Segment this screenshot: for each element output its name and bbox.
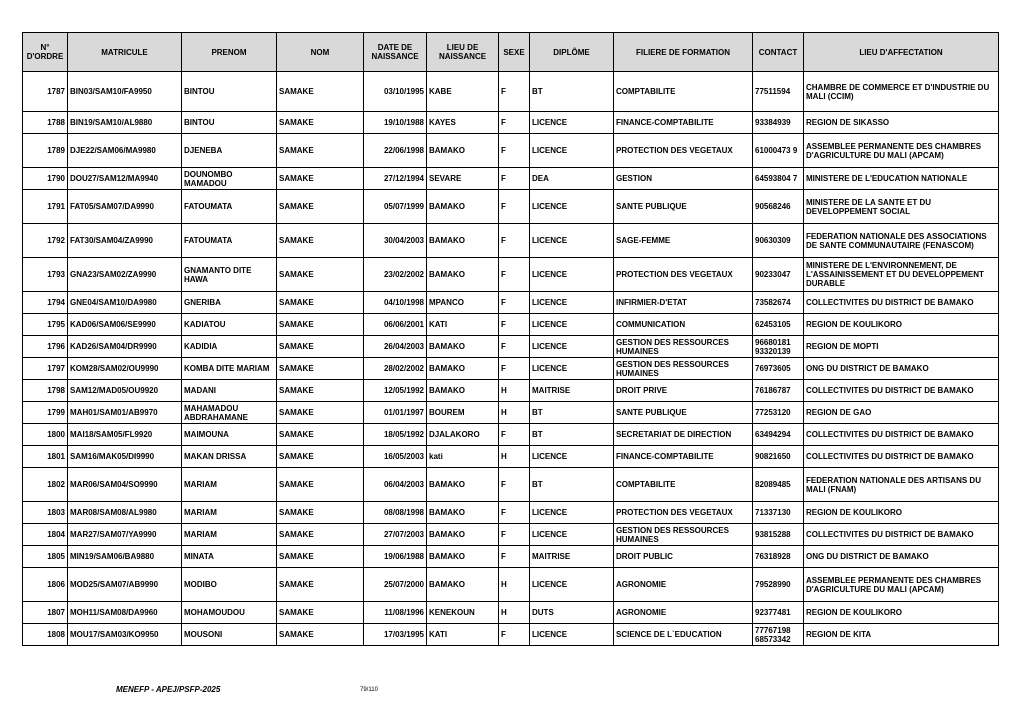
cell-filiere: GESTION DES RESSOURCES HUMAINES — [614, 336, 753, 358]
cell-diplome: LICENCE — [530, 446, 614, 468]
cell-prenom: GNERIBA — [182, 292, 277, 314]
cell-date-naissance: 19/10/1988 — [364, 112, 427, 134]
cell-lieu-naissance: KATI — [427, 314, 499, 336]
cell-date-naissance: 18/05/1992 — [364, 424, 427, 446]
cell-lieu-affectation: COLLECTIVITES DU DISTRICT DE BAMAKO — [804, 446, 999, 468]
cell-matricule: SAM12/MAD05/OU9920 — [68, 380, 182, 402]
cell-filiere: GESTION — [614, 168, 753, 190]
cell-filiere: COMPTABILITE — [614, 468, 753, 502]
cell-order: 1801 — [23, 446, 68, 468]
cell-contact: 77253120 — [753, 402, 804, 424]
cell-lieu-affectation: MINISTERE DE L'ENVIRONNEMENT, DE L'ASSAINISSEMENT ET DU DEVELOPPEMENT DURABLE — [804, 258, 999, 292]
cell-diplome: LICENCE — [530, 134, 614, 168]
cell-contact: 62453105 — [753, 314, 804, 336]
cell-lieu-affectation: FEDERATION NATIONALE DES ASSOCIATIONS DE SANTE COMMUNAUTAIRE (FENASCOM) — [804, 224, 999, 258]
cell-nom: SAMAKE — [277, 168, 364, 190]
cell-order: 1793 — [23, 258, 68, 292]
cell-matricule: BIN19/SAM10/AL9880 — [68, 112, 182, 134]
cell-sexe: F — [499, 624, 530, 646]
cell-sexe: F — [499, 468, 530, 502]
cell-nom: SAMAKE — [277, 258, 364, 292]
cell-lieu-naissance: kati — [427, 446, 499, 468]
header-nom: NOM — [277, 33, 364, 72]
table-row — [23, 624, 999, 646]
cell-date-naissance: 17/03/1995 — [364, 624, 427, 646]
cell-matricule: MAR27/SAM07/YA9990 — [68, 524, 182, 546]
cell-sexe: F — [499, 358, 530, 380]
cell-matricule: KOM28/SAM02/OU9990 — [68, 358, 182, 380]
cell-date-naissance: 11/08/1996 — [364, 602, 427, 624]
cell-prenom: MOHAMOUDOU — [182, 602, 277, 624]
cell-matricule: BIN03/SAM10/FA9950 — [68, 72, 182, 112]
cell-date-naissance: 19/06/1988 — [364, 546, 427, 568]
cell-filiere: INFIRMIER-D'ETAT — [614, 292, 753, 314]
cell-contact: 73582674 — [753, 292, 804, 314]
cell-lieu-affectation: COLLECTIVITES DU DISTRICT DE BAMAKO — [804, 380, 999, 402]
cell-lieu-affectation: ONG DU DISTRICT DE BAMAKO — [804, 546, 999, 568]
cell-order: 1805 — [23, 546, 68, 568]
cell-diplome: LICENCE — [530, 524, 614, 546]
cell-lieu-naissance: BAMAKO — [427, 568, 499, 602]
cell-lieu-affectation: REGION DE KOULIKORO — [804, 602, 999, 624]
cell-sexe: H — [499, 602, 530, 624]
cell-prenom: MAHAMADOU ABDRAHAMANE — [182, 402, 277, 424]
cell-diplome: LICENCE — [530, 258, 614, 292]
cell-diplome: LICENCE — [530, 224, 614, 258]
cell-filiere: PROTECTION DES VEGETAUX — [614, 134, 753, 168]
cell-sexe: F — [499, 314, 530, 336]
cell-date-naissance: 08/08/1998 — [364, 502, 427, 524]
cell-nom: SAMAKE — [277, 546, 364, 568]
cell-contact: 61000473 9 — [753, 134, 804, 168]
cell-lieu-affectation: COLLECTIVITES DU DISTRICT DE BAMAKO — [804, 292, 999, 314]
cell-lieu-naissance: KABE — [427, 72, 499, 112]
cell-date-naissance: 16/05/2003 — [364, 446, 427, 468]
cell-matricule: MIN19/SAM06/BA9880 — [68, 546, 182, 568]
header-prenom: PRENOM — [182, 33, 277, 72]
cell-diplome: LICENCE — [530, 292, 614, 314]
cell-filiere: COMMUNICATION — [614, 314, 753, 336]
cell-contact: 90233047 — [753, 258, 804, 292]
table-row — [23, 446, 999, 468]
cell-filiere: DROIT PRIVE — [614, 380, 753, 402]
cell-sexe: H — [499, 568, 530, 602]
cell-sexe: F — [499, 112, 530, 134]
cell-date-naissance: 22/06/1998 — [364, 134, 427, 168]
cell-lieu-affectation: REGION DE MOPTI — [804, 336, 999, 358]
header-sexe: SEXE — [499, 33, 530, 72]
cell-nom: SAMAKE — [277, 358, 364, 380]
table-row — [23, 168, 999, 190]
cell-sexe: F — [499, 224, 530, 258]
cell-nom: SAMAKE — [277, 380, 364, 402]
cell-filiere: DROIT PUBLIC — [614, 546, 753, 568]
header-date-naissance: DATE DE NAISSANCE — [364, 33, 427, 72]
cell-nom: SAMAKE — [277, 468, 364, 502]
table-row — [23, 224, 999, 258]
cell-lieu-affectation: REGION DE KOULIKORO — [804, 502, 999, 524]
cell-matricule: FAT30/SAM04/ZA9990 — [68, 224, 182, 258]
cell-diplome: LICENCE — [530, 568, 614, 602]
cell-order: 1802 — [23, 468, 68, 502]
cell-matricule: FAT05/SAM07/DA9990 — [68, 190, 182, 224]
cell-filiere: FINANCE-COMPTABILITE — [614, 446, 753, 468]
cell-prenom: KOMBA DITE MARIAM — [182, 358, 277, 380]
cell-filiere: COMPTABILITE — [614, 72, 753, 112]
cell-matricule: MAI18/SAM05/FL9920 — [68, 424, 182, 446]
table-row — [23, 292, 999, 314]
cell-nom: SAMAKE — [277, 568, 364, 602]
header-contact: CONTACT — [753, 33, 804, 72]
table-row — [23, 258, 999, 292]
cell-filiere: AGRONOMIE — [614, 568, 753, 602]
cell-lieu-naissance: KENEKOUN — [427, 602, 499, 624]
table-row — [23, 602, 999, 624]
header-order: N° D'ORDRE — [23, 33, 68, 72]
cell-sexe: H — [499, 402, 530, 424]
cell-sexe: F — [499, 546, 530, 568]
cell-lieu-naissance: BAMAKO — [427, 502, 499, 524]
table-header-row — [23, 33, 999, 72]
cell-lieu-naissance: BAMAKO — [427, 258, 499, 292]
cell-prenom: KADIDIA — [182, 336, 277, 358]
cell-matricule: GNA23/SAM02/ZA9990 — [68, 258, 182, 292]
cell-nom: SAMAKE — [277, 446, 364, 468]
cell-nom: SAMAKE — [277, 424, 364, 446]
cell-order: 1788 — [23, 112, 68, 134]
table-row — [23, 424, 999, 446]
cell-matricule: KAD06/SAM06/SE9990 — [68, 314, 182, 336]
cell-diplome: LICENCE — [530, 190, 614, 224]
cell-filiere: PROTECTION DES VEGETAUX — [614, 502, 753, 524]
cell-date-naissance: 30/04/2003 — [364, 224, 427, 258]
header-lieu-affectation: LIEU D'AFFECTATION — [804, 33, 999, 72]
cell-contact: 90630309 — [753, 224, 804, 258]
table-row — [23, 358, 999, 380]
cell-filiere: GESTION DES RESSOURCES HUMAINES — [614, 358, 753, 380]
cell-prenom: MINATA — [182, 546, 277, 568]
header-matricule: MATRICULE — [68, 33, 182, 72]
cell-order: 1791 — [23, 190, 68, 224]
cell-date-naissance: 26/04/2003 — [364, 336, 427, 358]
cell-sexe: F — [499, 336, 530, 358]
cell-order: 1799 — [23, 402, 68, 424]
cell-lieu-naissance: BOUREM — [427, 402, 499, 424]
cell-matricule: SAM16/MAK05/DI9990 — [68, 446, 182, 468]
cell-contact: 77511594 — [753, 72, 804, 112]
cell-nom: SAMAKE — [277, 72, 364, 112]
cell-date-naissance: 03/10/1995 — [364, 72, 427, 112]
cell-filiere: PROTECTION DES VEGETAUX — [614, 258, 753, 292]
cell-date-naissance: 27/07/2003 — [364, 524, 427, 546]
cell-filiere: SAGE-FEMME — [614, 224, 753, 258]
cell-sexe: H — [499, 446, 530, 468]
cell-prenom: GNAMANTO DITE HAWA — [182, 258, 277, 292]
cell-sexe: F — [499, 168, 530, 190]
table-row — [23, 568, 999, 602]
cell-diplome: LICENCE — [530, 336, 614, 358]
cell-lieu-naissance: BAMAKO — [427, 224, 499, 258]
cell-contact: 71337130 — [753, 502, 804, 524]
cell-prenom: MAKAN DRISSA — [182, 446, 277, 468]
cell-date-naissance: 23/02/2002 — [364, 258, 427, 292]
header-diplome: DIPLÔME — [530, 33, 614, 72]
cell-prenom: MARIAM — [182, 502, 277, 524]
cell-lieu-naissance: BAMAKO — [427, 468, 499, 502]
cell-lieu-affectation: FEDERATION NATIONALE DES ARTISANS DU MALI (FNAM) — [804, 468, 999, 502]
table-row — [23, 380, 999, 402]
cell-filiere: AGRONOMIE — [614, 602, 753, 624]
cell-diplome: BT — [530, 402, 614, 424]
cell-date-naissance: 25/07/2000 — [364, 568, 427, 602]
cell-date-naissance: 27/12/1994 — [364, 168, 427, 190]
cell-prenom: BINTOU — [182, 112, 277, 134]
table-row — [23, 314, 999, 336]
cell-contact: 77767198 68573342 — [753, 624, 804, 646]
table-row — [23, 468, 999, 502]
cell-sexe: F — [499, 292, 530, 314]
cell-prenom: MAIMOUNA — [182, 424, 277, 446]
table-row — [23, 112, 999, 134]
cell-lieu-affectation: REGION DE SIKASSO — [804, 112, 999, 134]
cell-lieu-affectation: COLLECTIVITES DU DISTRICT DE BAMAKO — [804, 524, 999, 546]
cell-nom: SAMAKE — [277, 602, 364, 624]
cell-prenom: DJENEBA — [182, 134, 277, 168]
cell-prenom: KADIATOU — [182, 314, 277, 336]
cell-order: 1795 — [23, 314, 68, 336]
cell-prenom: FATOUMATA — [182, 224, 277, 258]
cell-lieu-naissance: BAMAKO — [427, 358, 499, 380]
cell-prenom: MADANI — [182, 380, 277, 402]
cell-sexe: F — [499, 502, 530, 524]
cell-matricule: MOU17/SAM03/KO9950 — [68, 624, 182, 646]
cell-contact: 90821650 — [753, 446, 804, 468]
cell-diplome: LICENCE — [530, 502, 614, 524]
cell-diplome: MAITRISE — [530, 546, 614, 568]
cell-contact: 76186787 — [753, 380, 804, 402]
cell-nom: SAMAKE — [277, 524, 364, 546]
cell-matricule: MAR08/SAM08/AL9980 — [68, 502, 182, 524]
cell-lieu-affectation: MINISTERE DE L'EDUCATION NATIONALE — [804, 168, 999, 190]
cell-lieu-naissance: BAMAKO — [427, 524, 499, 546]
cell-contact: 82089485 — [753, 468, 804, 502]
footer-reference: MENEFP - APEJ/PSFP-2025 — [116, 685, 221, 694]
cell-date-naissance: 05/07/1999 — [364, 190, 427, 224]
cell-sexe: F — [499, 190, 530, 224]
cell-filiere: SANTE PUBLIQUE — [614, 190, 753, 224]
cell-order: 1796 — [23, 336, 68, 358]
cell-nom: SAMAKE — [277, 502, 364, 524]
cell-matricule: DOU27/SAM12/MA9940 — [68, 168, 182, 190]
table-row — [23, 134, 999, 168]
cell-matricule: MOH11/SAM08/DA9960 — [68, 602, 182, 624]
cell-lieu-naissance: SEVARE — [427, 168, 499, 190]
cell-diplome: DEA — [530, 168, 614, 190]
cell-order: 1798 — [23, 380, 68, 402]
cell-lieu-affectation: ASSEMBLEE PERMANENTE DES CHAMBRES D'AGRICULTURE DU MALI (APCAM) — [804, 568, 999, 602]
cell-sexe: F — [499, 258, 530, 292]
table-row — [23, 502, 999, 524]
cell-order: 1787 — [23, 72, 68, 112]
cell-lieu-naissance: KAYES — [427, 112, 499, 134]
page-number: 79/110 — [360, 687, 378, 693]
cell-date-naissance: 01/01/1997 — [364, 402, 427, 424]
table-row — [23, 336, 999, 358]
cell-diplome: LICENCE — [530, 358, 614, 380]
cell-order: 1803 — [23, 502, 68, 524]
cell-diplome: LICENCE — [530, 112, 614, 134]
cell-nom: SAMAKE — [277, 402, 364, 424]
cell-prenom: MARIAM — [182, 524, 277, 546]
cell-matricule: GNE04/SAM10/DA9980 — [68, 292, 182, 314]
cell-matricule: DJE22/SAM06/MA9980 — [68, 134, 182, 168]
cell-filiere: SANTE PUBLIQUE — [614, 402, 753, 424]
cell-contact: 90568246 — [753, 190, 804, 224]
table-row — [23, 546, 999, 568]
cell-matricule: MAR06/SAM04/SO9990 — [68, 468, 182, 502]
cell-order: 1808 — [23, 624, 68, 646]
cell-order: 1794 — [23, 292, 68, 314]
cell-lieu-naissance: KATI — [427, 624, 499, 646]
header-lieu-naissance: LIEU DE NAISSANCE — [427, 33, 499, 72]
cell-contact: 63494294 — [753, 424, 804, 446]
cell-nom: SAMAKE — [277, 224, 364, 258]
cell-prenom: MODIBO — [182, 568, 277, 602]
cell-matricule: MAH01/SAM01/AB9970 — [68, 402, 182, 424]
cell-diplome: MAITRISE — [530, 380, 614, 402]
cell-diplome: BT — [530, 468, 614, 502]
table-row — [23, 524, 999, 546]
cell-matricule: KAD26/SAM04/DR9990 — [68, 336, 182, 358]
table-row — [23, 402, 999, 424]
cell-prenom: BINTOU — [182, 72, 277, 112]
table-row — [23, 72, 999, 112]
cell-date-naissance: 12/05/1992 — [364, 380, 427, 402]
cell-prenom: DOUNOMBO MAMADOU — [182, 168, 277, 190]
cell-lieu-affectation: ONG DU DISTRICT DE BAMAKO — [804, 358, 999, 380]
cell-diplome: DUTS — [530, 602, 614, 624]
cell-date-naissance: 06/06/2001 — [364, 314, 427, 336]
table-body — [23, 72, 999, 646]
cell-date-naissance: 06/04/2003 — [364, 468, 427, 502]
cell-lieu-naissance: MPANCO — [427, 292, 499, 314]
cell-lieu-affectation: CHAMBRE DE COMMERCE ET D'INDUSTRIE DU MALI (CCIM) — [804, 72, 999, 112]
cell-lieu-naissance: BAMAKO — [427, 134, 499, 168]
cell-nom: SAMAKE — [277, 112, 364, 134]
cell-contact: 93384939 — [753, 112, 804, 134]
cell-lieu-affectation: REGION DE GAO — [804, 402, 999, 424]
header-filiere: FILIERE DE FORMATION — [614, 33, 753, 72]
cell-sexe: F — [499, 72, 530, 112]
cell-nom: SAMAKE — [277, 624, 364, 646]
cell-prenom: MOUSONI — [182, 624, 277, 646]
cell-sexe: H — [499, 380, 530, 402]
cell-filiere: FINANCE-COMPTABILITE — [614, 112, 753, 134]
cell-date-naissance: 04/10/1998 — [364, 292, 427, 314]
cell-lieu-naissance: BAMAKO — [427, 336, 499, 358]
cell-sexe: F — [499, 424, 530, 446]
cell-order: 1797 — [23, 358, 68, 380]
cell-contact: 76973605 — [753, 358, 804, 380]
cell-order: 1804 — [23, 524, 68, 546]
cell-lieu-affectation: REGION DE KITA — [804, 624, 999, 646]
cell-filiere: SECRETARIAT DE DIRECTION — [614, 424, 753, 446]
table-row — [23, 190, 999, 224]
cell-matricule: MOD25/SAM07/AB9990 — [68, 568, 182, 602]
cell-diplome: BT — [530, 424, 614, 446]
cell-nom: SAMAKE — [277, 336, 364, 358]
cell-sexe: F — [499, 524, 530, 546]
cell-contact: 79528990 — [753, 568, 804, 602]
cell-contact: 92377481 — [753, 602, 804, 624]
cell-lieu-affectation: COLLECTIVITES DU DISTRICT DE BAMAKO — [804, 424, 999, 446]
cell-filiere: GESTION DES RESSOURCES HUMAINES — [614, 524, 753, 546]
cell-lieu-naissance: BAMAKO — [427, 546, 499, 568]
cell-order: 1800 — [23, 424, 68, 446]
cell-order: 1790 — [23, 168, 68, 190]
cell-lieu-naissance: DJALAKORO — [427, 424, 499, 446]
cell-lieu-naissance: BAMAKO — [427, 190, 499, 224]
cell-order: 1806 — [23, 568, 68, 602]
cell-lieu-affectation: REGION DE KOULIKORO — [804, 314, 999, 336]
cell-prenom: MARIAM — [182, 468, 277, 502]
cell-lieu-naissance: BAMAKO — [427, 380, 499, 402]
cell-contact: 76318928 — [753, 546, 804, 568]
cell-order: 1807 — [23, 602, 68, 624]
cell-nom: SAMAKE — [277, 134, 364, 168]
cell-date-naissance: 28/02/2002 — [364, 358, 427, 380]
cell-diplome: LICENCE — [530, 314, 614, 336]
affectation-table — [22, 32, 999, 646]
cell-order: 1789 — [23, 134, 68, 168]
cell-lieu-affectation: ASSEMBLEE PERMANENTE DES CHAMBRES D'AGRICULTURE DU MALI (APCAM) — [804, 134, 999, 168]
cell-order: 1792 — [23, 224, 68, 258]
cell-nom: SAMAKE — [277, 292, 364, 314]
cell-nom: SAMAKE — [277, 190, 364, 224]
cell-contact: 64593804 7 — [753, 168, 804, 190]
cell-lieu-affectation: MINISTERE DE LA SANTE ET DU DEVELOPPEMENT SOCIAL — [804, 190, 999, 224]
cell-contact: 96680181 93320139 — [753, 336, 804, 358]
cell-nom: SAMAKE — [277, 314, 364, 336]
cell-diplome: BT — [530, 72, 614, 112]
cell-contact: 93815288 — [753, 524, 804, 546]
cell-filiere: SCIENCE DE L`EDUCATION — [614, 624, 753, 646]
cell-sexe: F — [499, 134, 530, 168]
cell-prenom: FATOUMATA — [182, 190, 277, 224]
cell-diplome: LICENCE — [530, 624, 614, 646]
